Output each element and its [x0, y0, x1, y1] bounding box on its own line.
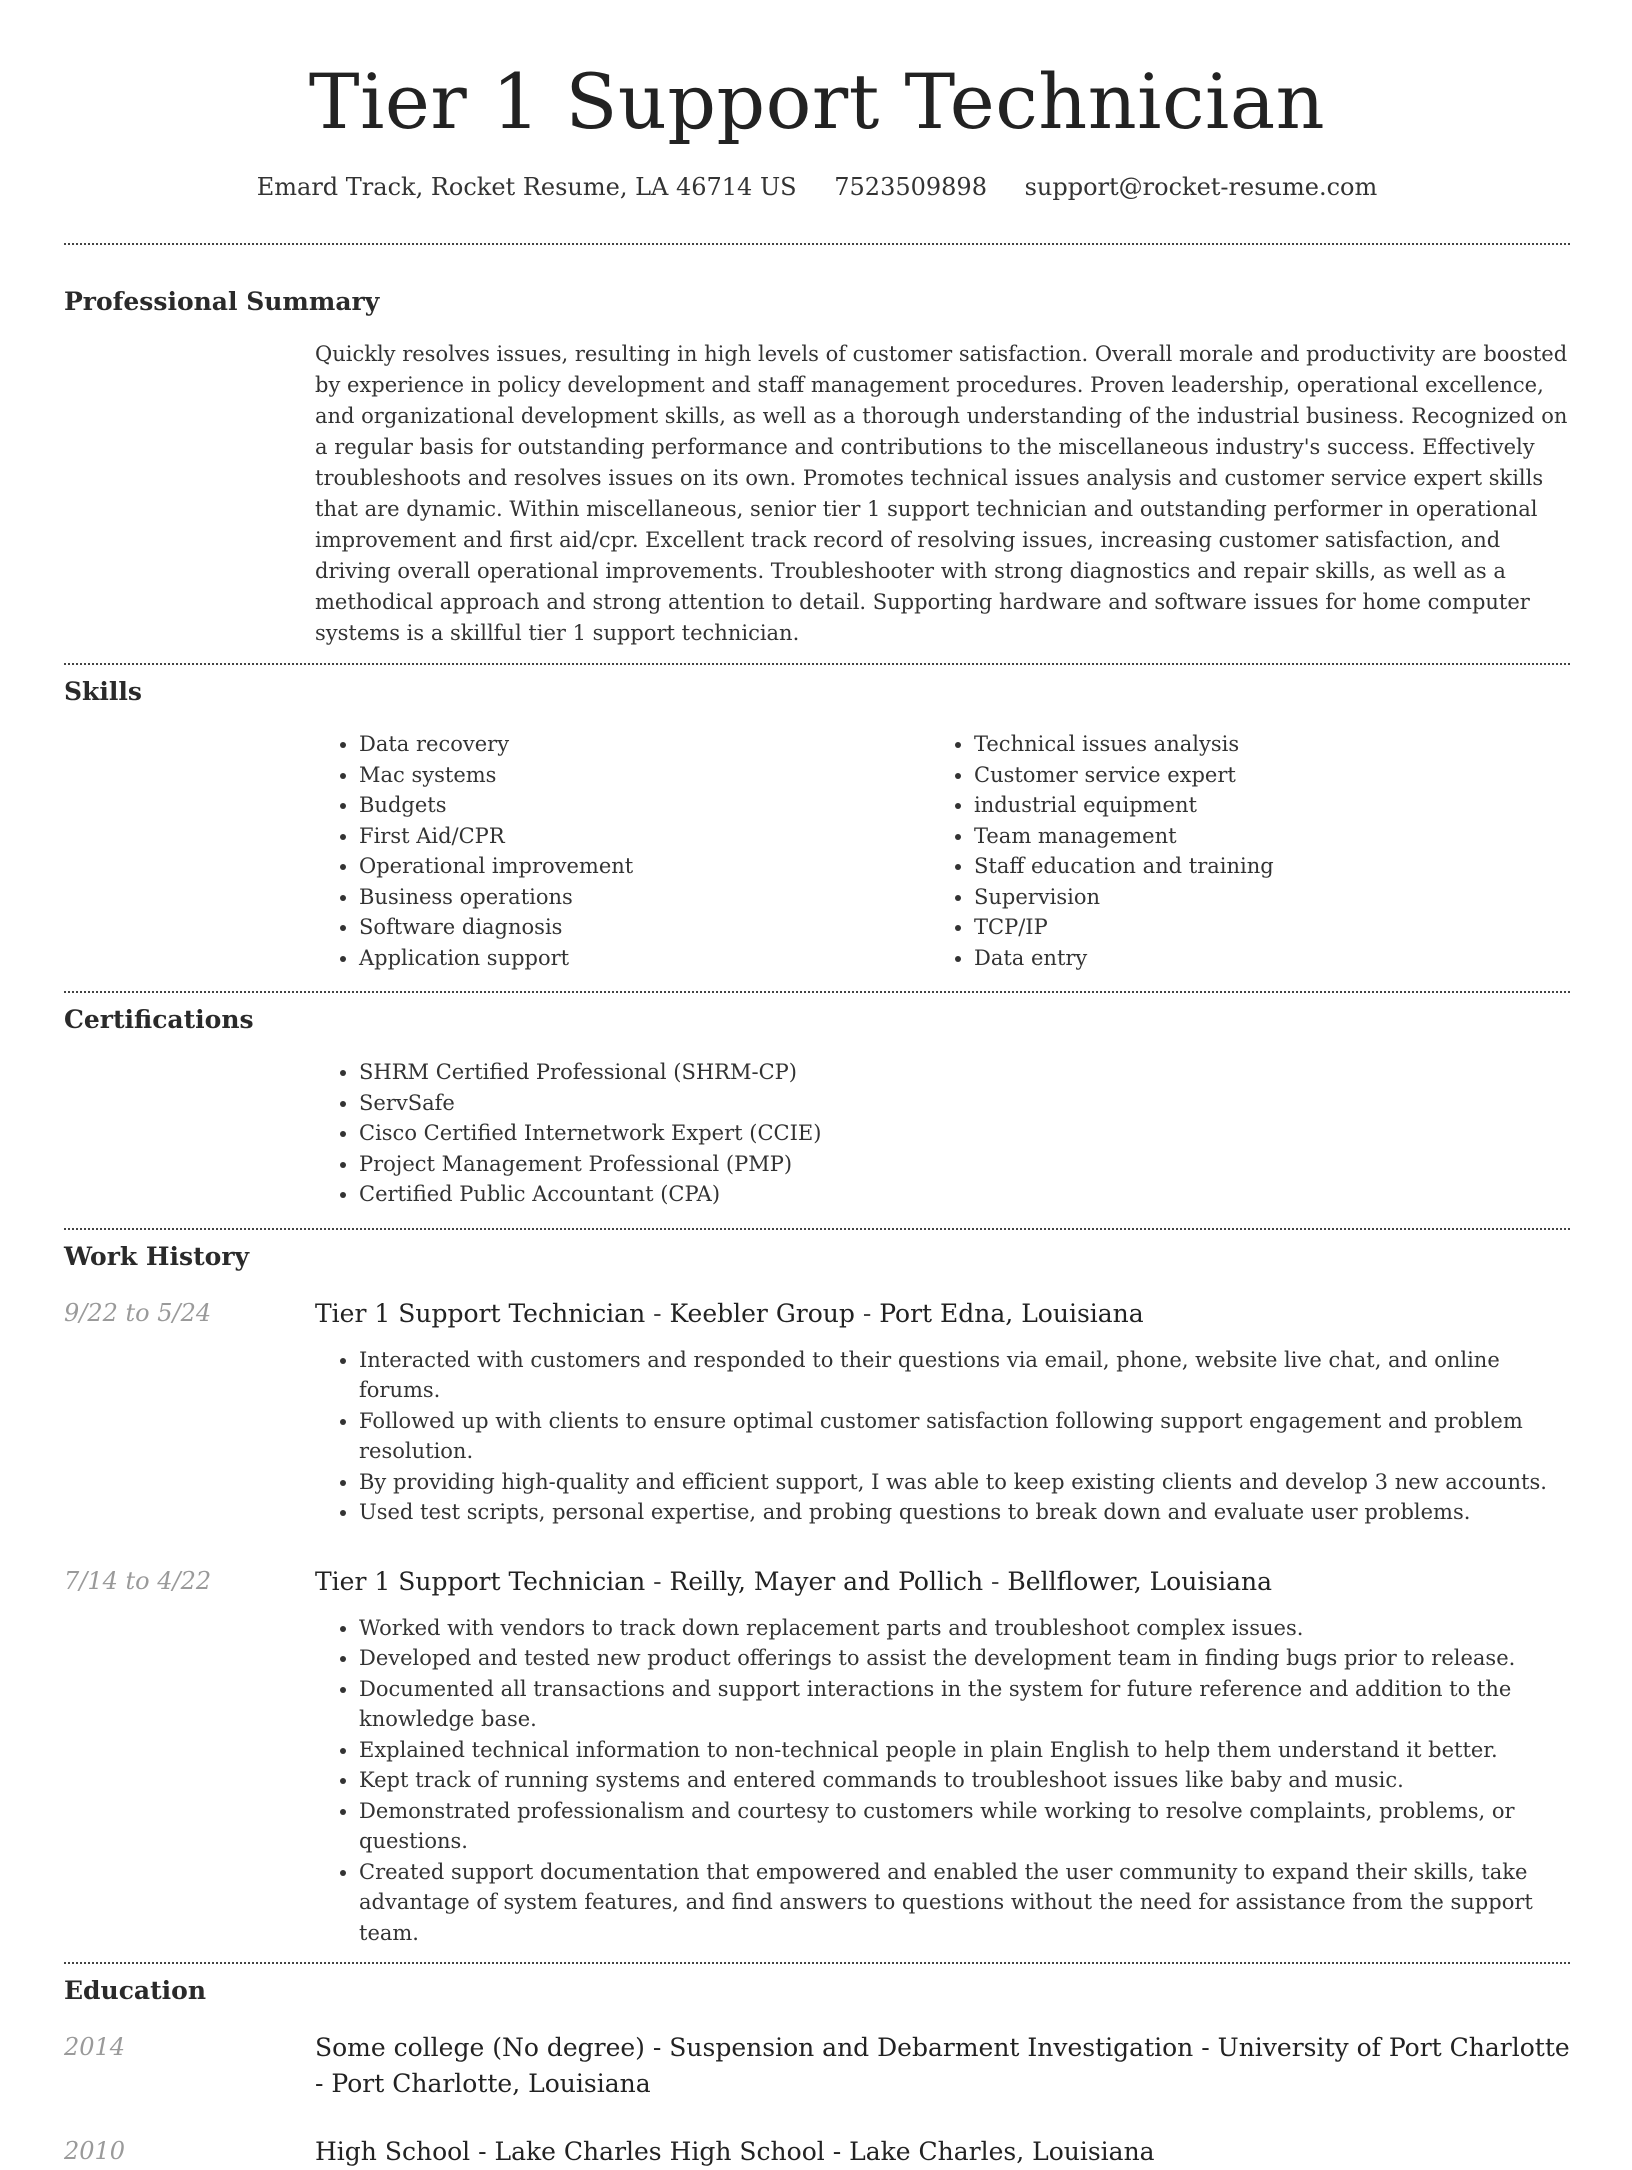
contact-address: Emard Track, Rocket Resume, LA 46714 US: [256, 173, 797, 201]
work-section: [64, 1230, 1570, 1949]
list-item: • Business operations: [359, 882, 930, 913]
list-item: • Application support: [359, 943, 930, 974]
list-item: • Kept track of running systems and entered commands to troubleshoot issues like baby and music.: [359, 1765, 1570, 1796]
list-item: • Budgets: [359, 790, 930, 821]
education-year: 2010: [64, 2137, 126, 2165]
job-details: [315, 1613, 1570, 1949]
education-location: Port Charlotte, Louisiana: [331, 2069, 651, 2098]
job-dates: 7/14 to 4/22: [64, 1566, 212, 1595]
certifications-heading: Certifications: [64, 1005, 254, 1034]
list-item: • Data recovery: [359, 729, 930, 760]
education-separator: -: [644, 2033, 670, 2062]
education-separator: -: [315, 2069, 332, 2098]
education-heading: Education: [64, 1976, 207, 2005]
work-heading: Work History: [64, 1241, 250, 1271]
education-year: 2014: [64, 2033, 126, 2061]
list-item: • TCP/IP: [974, 912, 1530, 943]
education-heading-line: [315, 2134, 1570, 2170]
job-bullets: [315, 1613, 1570, 1949]
certifications-list: [315, 1057, 1570, 1210]
list-item: • Cisco Certified Internetwork Expert (CCIE): [359, 1118, 1570, 1149]
education-school: University of Port Charlotte: [1217, 2033, 1570, 2062]
job-bullets: [315, 1345, 1570, 1528]
skills-grid: [315, 729, 1570, 973]
skills-section: [64, 665, 1570, 973]
list-item: • Worked with vendors to track down replacement parts and troubleshoot complex issues.: [359, 1613, 1570, 1644]
list-item: • Technical issues analysis: [974, 729, 1530, 760]
education-separator: -: [470, 2137, 495, 2166]
resume-page: [64, 0, 1570, 2170]
list-item: • SHRM Certified Professional (SHRM-CP): [359, 1057, 1570, 1088]
list-item: • Documented all transactions and support interactions in the system for future reference and addition to the knowledge base.: [359, 1674, 1570, 1735]
education-degree: Some college (No degree): [315, 2033, 645, 2062]
education-separator: -: [824, 2137, 850, 2166]
certifications-body: [315, 1057, 1570, 1210]
list-item: • Supervision: [974, 882, 1530, 913]
job-details: [315, 1345, 1570, 1528]
job-heading: [315, 1564, 1570, 1600]
list-item: • Followed up with clients to ensure optimal customer satisfaction following support engagement and problem resolution.: [359, 1406, 1570, 1467]
education-section: [64, 1964, 1570, 2170]
skills-list-left: [315, 729, 930, 973]
job-location: Bellflower, Louisiana: [1007, 1566, 1273, 1596]
education-entry: [64, 2030, 1570, 2102]
list-item: • Created support documentation that empowered and enabled the user community to expand their skills, take advantage of system features, and find answers to questions without the need for assistance from the support team.: [359, 1857, 1570, 1949]
job-separator: -: [645, 1566, 670, 1596]
certifications-section: [64, 993, 1570, 1210]
summary-heading: Professional Summary: [64, 287, 380, 316]
skills-list-right: [930, 729, 1530, 973]
job-title: Tier 1 Support Technician: [315, 1298, 646, 1328]
list-item: • Operational improvement: [359, 851, 930, 882]
list-item: • industrial equipment: [974, 790, 1530, 821]
job-separator: -: [645, 1298, 670, 1328]
education-degree: High School: [315, 2137, 471, 2166]
job-company: Keebler Group: [669, 1298, 855, 1328]
education-entry: [64, 2134, 1570, 2170]
education-heading-line: [315, 2030, 1570, 2102]
job-dates: 9/22 to 5/24: [64, 1298, 212, 1327]
resume-title: Tier 1 Support Technician: [308, 57, 1326, 146]
contact-phone: 7523509898: [834, 173, 987, 201]
summary-section: [64, 245, 1570, 649]
job-separator: -: [983, 1566, 1008, 1596]
list-item: • Explained technical information to non-technical people in plain English to help them understand it better.: [359, 1735, 1570, 1766]
list-item: • By providing high-quality and efficient support, I was able to keep existing clients and develop 3 new accounts.: [359, 1467, 1570, 1498]
contact-email: support@rocket-resume.com: [1024, 173, 1378, 201]
list-item: • Used test scripts, personal expertise, and probing questions to break down and evaluate user problems.: [359, 1497, 1570, 1528]
job-entry: [64, 1564, 1570, 1949]
job-title: Tier 1 Support Technician: [315, 1566, 646, 1596]
list-item: • Data entry: [974, 943, 1530, 974]
list-item: • Interacted with customers and responded to their questions via email, phone, website live chat, and online forums.: [359, 1345, 1570, 1406]
job-separator: -: [854, 1298, 880, 1328]
education-school: Lake Charles High School: [494, 2137, 825, 2166]
list-item: • Project Management Professional (PMP): [359, 1149, 1570, 1180]
list-item: • Mac systems: [359, 760, 930, 791]
list-item: • Certified Public Accountant (CPA): [359, 1179, 1570, 1210]
job-location: Port Edna, Louisiana: [879, 1298, 1144, 1328]
list-item: • Staff education and training: [974, 851, 1530, 882]
education-separator: -: [1193, 2033, 1218, 2062]
skills-heading: Skills: [64, 677, 142, 706]
list-item: • First Aid/CPR: [359, 821, 930, 852]
job-heading: [315, 1296, 1570, 1332]
summary-text: Quickly resolves issues, resulting in high levels of customer satisfaction. Overall morale and productivity are boosted by experience in policy development and staff management procedures. Proven leadership, operational excellence, and organizational development skills, as well as a thorough understanding of the industrial business. Recognized on a regular basis for outstanding performance and contributions to the miscellaneous industry's success. Effectively troubleshoots and resolves issues on its own. Promotes technical issues analysis and customer service expert skills that are dynamic. Within miscellaneous, senior tier 1 support technician and outstanding performer in operational improvement and first aid/cpr. Excellent track record of resolving issues, increasing customer satisfaction, and driving overall operational improvements. Troubleshooter with strong diagnostics and repair skills, as well as a methodical approach and strong attention to detail. Supporting hardware and software issues for home computer systems is a skillful tier 1 support technician.: [315, 342, 1568, 645]
list-item: • Developed and tested new product offerings to assist the development team in finding bugs prior to release.: [359, 1643, 1570, 1674]
job-company: Reilly, Mayer and Pollich: [669, 1566, 984, 1596]
list-item: • ServSafe: [359, 1088, 1570, 1119]
contact-line: [64, 170, 1570, 204]
list-item: • Software diagnosis: [359, 912, 930, 943]
education-location: Lake Charles, Louisiana: [849, 2137, 1155, 2166]
job-entry: [64, 1296, 1570, 1528]
list-item: • Customer service expert: [974, 760, 1530, 791]
list-item: • Demonstrated professionalism and courtesy to customers while working to resolve complaints, problems, or questions.: [359, 1796, 1570, 1857]
list-item: • Team management: [974, 821, 1530, 852]
education-field: Suspension and Debarment Investigation: [669, 2033, 1194, 2062]
